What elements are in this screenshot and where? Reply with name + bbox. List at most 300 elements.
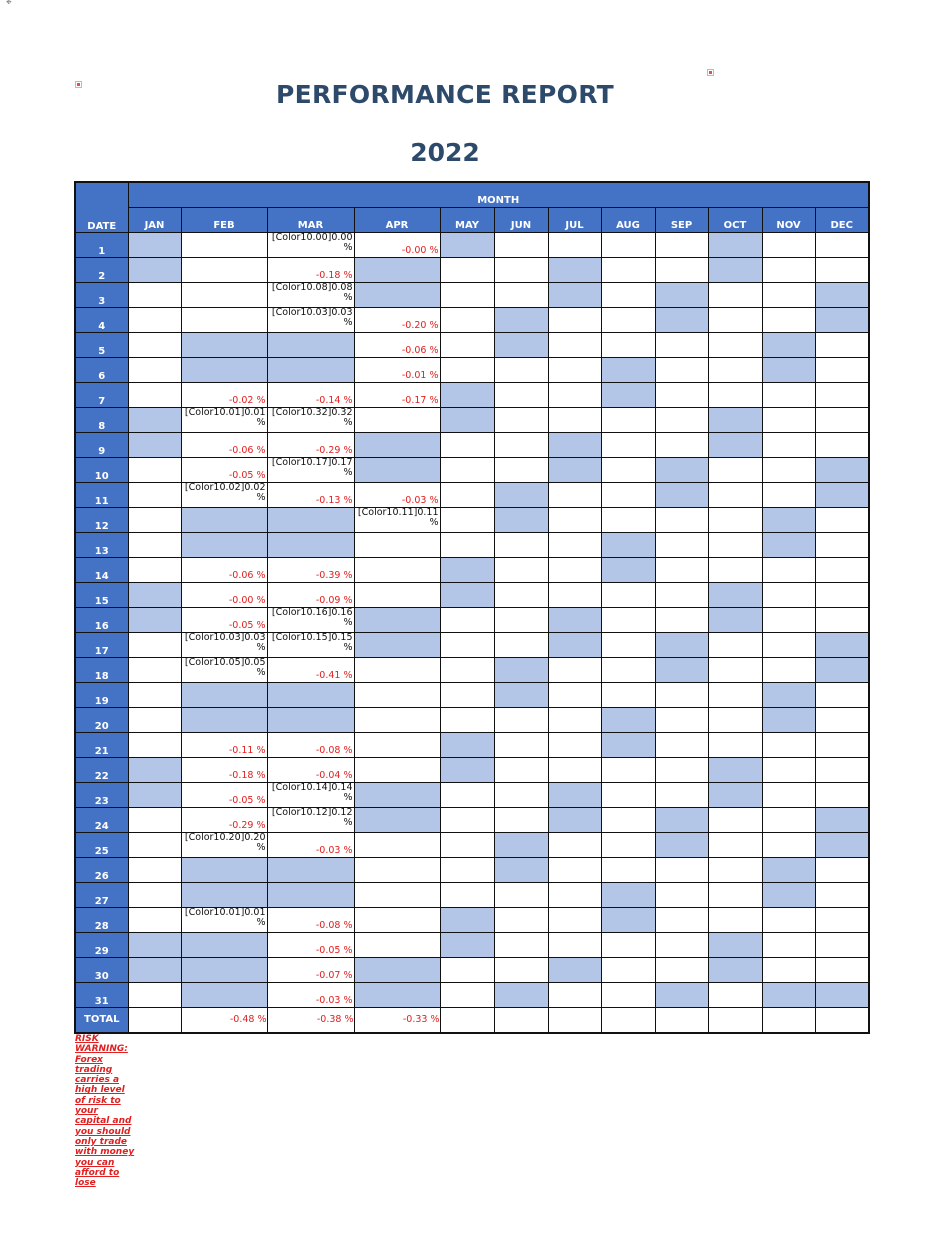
- day-cell: [267, 682, 354, 707]
- day-cell: [762, 332, 815, 357]
- cell-value: -0.06 %: [228, 444, 266, 456]
- day-cell: [655, 707, 708, 732]
- day-cell: [440, 907, 494, 932]
- table-row: [75, 882, 869, 907]
- day-cell: [708, 832, 762, 857]
- day-cell: [494, 982, 548, 1007]
- day-cell: [762, 507, 815, 532]
- cell-value: [Color10.03]0.03 %: [184, 632, 266, 653]
- day-cell: [708, 382, 762, 407]
- day-cell: [708, 257, 762, 282]
- day-cell: [267, 432, 354, 457]
- day-cell: [440, 407, 494, 432]
- day-cell: [494, 382, 548, 407]
- day-cell: [655, 407, 708, 432]
- day-cell: [601, 432, 655, 457]
- day-cell: [440, 557, 494, 582]
- day-cell: [655, 607, 708, 632]
- day-cell: [440, 832, 494, 857]
- date-cell: 10: [75, 457, 128, 482]
- day-cell: [548, 382, 601, 407]
- day-cell: [494, 832, 548, 857]
- day-cell: [815, 907, 869, 932]
- day-cell: [181, 282, 267, 307]
- total-cell: [548, 1007, 601, 1033]
- day-cell: [762, 432, 815, 457]
- table-row: [75, 257, 869, 282]
- day-cell: [440, 632, 494, 657]
- total-cell: [601, 1007, 655, 1033]
- cell-value: [Color10.32]0.32 %: [271, 407, 353, 428]
- day-cell: [354, 907, 440, 932]
- day-cell: [494, 632, 548, 657]
- day-cell: [708, 307, 762, 332]
- day-cell: [708, 857, 762, 882]
- day-cell: [128, 307, 181, 332]
- day-cell: [815, 482, 869, 507]
- day-cell: [181, 832, 267, 857]
- day-cell: [128, 732, 181, 757]
- day-cell: [655, 732, 708, 757]
- day-cell: [267, 232, 354, 257]
- day-cell: [708, 457, 762, 482]
- day-cell: [708, 882, 762, 907]
- day-cell: [815, 257, 869, 282]
- day-cell: [601, 357, 655, 382]
- day-cell: [440, 732, 494, 757]
- day-cell: [494, 907, 548, 932]
- day-cell: [601, 632, 655, 657]
- day-cell: [762, 582, 815, 607]
- cell-value: [Color10.20]0.20 %: [184, 832, 266, 853]
- month-col-jan: JAN: [128, 207, 181, 232]
- day-cell: [267, 607, 354, 632]
- day-cell: [128, 807, 181, 832]
- day-cell: [128, 332, 181, 357]
- day-cell: [440, 857, 494, 882]
- day-cell: [267, 782, 354, 807]
- date-cell: 27: [75, 882, 128, 907]
- day-cell: [548, 857, 601, 882]
- day-cell: [815, 282, 869, 307]
- month-col-mar: MAR: [267, 207, 354, 232]
- day-cell: [267, 732, 354, 757]
- day-cell: [354, 507, 440, 532]
- day-cell: [601, 582, 655, 607]
- total-label: TOTAL: [75, 1007, 128, 1033]
- day-cell: [128, 557, 181, 582]
- day-cell: [354, 457, 440, 482]
- day-cell: [128, 707, 181, 732]
- day-cell: [354, 707, 440, 732]
- table-row: [75, 482, 869, 507]
- day-cell: [655, 457, 708, 482]
- day-cell: [655, 257, 708, 282]
- day-cell: [762, 607, 815, 632]
- day-cell: [128, 507, 181, 532]
- cell-value: -0.08 %: [315, 744, 353, 756]
- day-cell: [440, 257, 494, 282]
- day-cell: [708, 682, 762, 707]
- date-cell: 5: [75, 332, 128, 357]
- month-col-jun: JUN: [494, 207, 548, 232]
- table-row: [75, 457, 869, 482]
- day-cell: [655, 857, 708, 882]
- day-cell: [548, 232, 601, 257]
- day-cell: [762, 732, 815, 757]
- date-cell: 9: [75, 432, 128, 457]
- date-cell: 4: [75, 307, 128, 332]
- day-cell: [354, 307, 440, 332]
- day-cell: [708, 557, 762, 582]
- day-cell: [128, 232, 181, 257]
- day-cell: [655, 582, 708, 607]
- month-header: MONTH: [128, 182, 869, 207]
- day-cell: [601, 657, 655, 682]
- day-cell: [354, 682, 440, 707]
- day-cell: [601, 332, 655, 357]
- table-row: [75, 632, 869, 657]
- day-cell: [548, 632, 601, 657]
- date-cell: 11: [75, 482, 128, 507]
- day-cell: [354, 332, 440, 357]
- day-cell: [128, 757, 181, 782]
- day-cell: [548, 432, 601, 457]
- day-cell: [181, 307, 267, 332]
- performance-table: [74, 181, 870, 1034]
- day-cell: [708, 932, 762, 957]
- date-cell: 2: [75, 257, 128, 282]
- table-row: [75, 657, 869, 682]
- day-cell: [815, 957, 869, 982]
- table-row: [75, 582, 869, 607]
- date-cell: 21: [75, 732, 128, 757]
- day-cell: [494, 957, 548, 982]
- day-cell: [128, 457, 181, 482]
- day-cell: [440, 457, 494, 482]
- day-cell: [494, 557, 548, 582]
- day-cell: [181, 382, 267, 407]
- table-row: [75, 432, 869, 457]
- table-row: [75, 957, 869, 982]
- month-col-nov: NOV: [762, 207, 815, 232]
- day-cell: [354, 657, 440, 682]
- day-cell: [181, 482, 267, 507]
- day-cell: [601, 757, 655, 782]
- day-cell: [128, 682, 181, 707]
- day-cell: [655, 357, 708, 382]
- day-cell: [494, 707, 548, 732]
- day-cell: [601, 507, 655, 532]
- day-cell: [548, 457, 601, 482]
- cell-value: -0.13 %: [315, 494, 353, 506]
- day-cell: [267, 407, 354, 432]
- day-cell: [601, 957, 655, 982]
- month-col-sep: SEP: [655, 207, 708, 232]
- day-cell: [440, 782, 494, 807]
- day-cell: [128, 982, 181, 1007]
- day-cell: [815, 507, 869, 532]
- day-cell: [494, 457, 548, 482]
- day-cell: [815, 307, 869, 332]
- cell-value: -0.17 %: [401, 394, 439, 406]
- cell-value: [Color10.15]0.15 %: [271, 632, 353, 653]
- day-cell: [494, 307, 548, 332]
- day-cell: [181, 782, 267, 807]
- cell-value: -0.29 %: [228, 819, 266, 831]
- day-cell: [655, 757, 708, 782]
- day-cell: [267, 707, 354, 732]
- day-cell: [708, 907, 762, 932]
- day-cell: [494, 807, 548, 832]
- day-cell: [655, 307, 708, 332]
- day-cell: [267, 482, 354, 507]
- day-cell: [815, 932, 869, 957]
- cell-value: -0.18 %: [315, 269, 353, 281]
- day-cell: [601, 382, 655, 407]
- cell-value: -0.00 %: [401, 244, 439, 256]
- day-cell: [655, 832, 708, 857]
- day-cell: [181, 532, 267, 557]
- day-cell: [762, 407, 815, 432]
- day-cell: [601, 407, 655, 432]
- risk-warning[interactable]: RISK WARNING: Forex trading carries a high level of risk to your capital and you should only trade with money you can afford to lose: [75, 1034, 135, 1189]
- day-cell: [548, 357, 601, 382]
- date-cell: 17: [75, 632, 128, 657]
- day-cell: [815, 782, 869, 807]
- table-row: [75, 907, 869, 932]
- day-cell: [548, 307, 601, 332]
- date-cell: 26: [75, 857, 128, 882]
- day-cell: [181, 332, 267, 357]
- broken-image-icon: [707, 69, 714, 76]
- cell-value: -0.29 %: [315, 444, 353, 456]
- day-cell: [354, 282, 440, 307]
- table-row: [75, 832, 869, 857]
- day-cell: [354, 807, 440, 832]
- cell-value: -0.05 %: [228, 469, 266, 481]
- day-cell: [354, 357, 440, 382]
- day-cell: [354, 232, 440, 257]
- cell-value: -0.11 %: [228, 744, 266, 756]
- day-cell: [440, 582, 494, 607]
- day-cell: [440, 932, 494, 957]
- date-cell: 25: [75, 832, 128, 857]
- day-cell: [128, 882, 181, 907]
- day-cell: [494, 732, 548, 757]
- day-cell: [128, 257, 181, 282]
- day-cell: [601, 907, 655, 932]
- day-cell: [601, 932, 655, 957]
- month-col-apr: APR: [354, 207, 440, 232]
- cell-value: -0.03 %: [315, 844, 353, 856]
- cell-value: -0.07 %: [315, 969, 353, 981]
- day-cell: [440, 307, 494, 332]
- day-cell: [762, 232, 815, 257]
- day-cell: [181, 582, 267, 607]
- day-cell: [181, 857, 267, 882]
- day-cell: [440, 682, 494, 707]
- day-cell: [440, 707, 494, 732]
- month-col-may: MAY: [440, 207, 494, 232]
- day-cell: [708, 482, 762, 507]
- table-row: [75, 307, 869, 332]
- day-cell: [548, 257, 601, 282]
- table-row: [75, 757, 869, 782]
- day-cell: [815, 982, 869, 1007]
- day-cell: [762, 682, 815, 707]
- day-cell: [601, 607, 655, 632]
- day-cell: [708, 532, 762, 557]
- month-col-oct: OCT: [708, 207, 762, 232]
- day-cell: [815, 657, 869, 682]
- day-cell: [440, 507, 494, 532]
- day-cell: [815, 332, 869, 357]
- table-row: [75, 707, 869, 732]
- day-cell: [762, 282, 815, 307]
- report-year: 2022: [410, 138, 480, 167]
- month-col-aug: AUG: [601, 207, 655, 232]
- table-row: [75, 282, 869, 307]
- day-cell: [601, 807, 655, 832]
- day-cell: [440, 657, 494, 682]
- table-row: [75, 407, 869, 432]
- day-cell: [267, 807, 354, 832]
- day-cell: [601, 532, 655, 557]
- total-cell: -0.48 %: [181, 1007, 267, 1033]
- day-cell: [762, 857, 815, 882]
- day-cell: [128, 382, 181, 407]
- date-header: DATE: [75, 182, 128, 232]
- day-cell: [815, 607, 869, 632]
- cell-value: -0.03 %: [401, 494, 439, 506]
- day-cell: [655, 232, 708, 257]
- date-cell: 13: [75, 532, 128, 557]
- date-cell: 8: [75, 407, 128, 432]
- day-cell: [815, 632, 869, 657]
- day-cell: [267, 982, 354, 1007]
- day-cell: [762, 807, 815, 832]
- day-cell: [762, 632, 815, 657]
- cell-value: [Color10.14]0.14 %: [271, 782, 353, 803]
- day-cell: [815, 732, 869, 757]
- day-cell: [708, 232, 762, 257]
- date-cell: 29: [75, 932, 128, 957]
- day-cell: [267, 757, 354, 782]
- day-cell: [128, 657, 181, 682]
- day-cell: [267, 307, 354, 332]
- day-cell: [267, 457, 354, 482]
- table-row: [75, 557, 869, 582]
- date-cell: 19: [75, 682, 128, 707]
- cell-value: -0.05 %: [228, 794, 266, 806]
- day-cell: [181, 357, 267, 382]
- day-cell: [655, 482, 708, 507]
- day-cell: [708, 757, 762, 782]
- day-cell: [655, 982, 708, 1007]
- day-cell: [548, 657, 601, 682]
- table-row: [75, 232, 869, 257]
- day-cell: [762, 557, 815, 582]
- day-cell: [655, 632, 708, 657]
- day-cell: [354, 257, 440, 282]
- day-cell: [815, 557, 869, 582]
- date-cell: 15: [75, 582, 128, 607]
- cell-value: [Color10.11]0.11 %: [357, 507, 439, 528]
- day-cell: [181, 732, 267, 757]
- cell-value: -0.04 %: [315, 769, 353, 781]
- date-cell: 23: [75, 782, 128, 807]
- day-cell: [548, 932, 601, 957]
- day-cell: [655, 957, 708, 982]
- table-row: [75, 607, 869, 632]
- day-cell: [548, 907, 601, 932]
- day-cell: [440, 357, 494, 382]
- day-cell: [655, 557, 708, 582]
- total-row: [75, 1007, 869, 1033]
- table-row: [75, 332, 869, 357]
- report-title: PERFORMANCE REPORT: [276, 80, 614, 109]
- day-cell: [762, 932, 815, 957]
- day-cell: [267, 507, 354, 532]
- day-cell: [655, 807, 708, 832]
- day-cell: [601, 232, 655, 257]
- day-cell: [655, 532, 708, 557]
- day-cell: [815, 357, 869, 382]
- day-cell: [601, 282, 655, 307]
- day-cell: [354, 732, 440, 757]
- table-row: [75, 982, 869, 1007]
- day-cell: [548, 707, 601, 732]
- day-cell: [815, 582, 869, 607]
- date-cell: 31: [75, 982, 128, 1007]
- date-cell: 24: [75, 807, 128, 832]
- cell-value: -0.03 %: [315, 994, 353, 1006]
- day-cell: [440, 282, 494, 307]
- cell-value: -0.09 %: [315, 594, 353, 606]
- date-cell: 12: [75, 507, 128, 532]
- day-cell: [128, 857, 181, 882]
- day-cell: [267, 532, 354, 557]
- day-cell: [548, 782, 601, 807]
- day-cell: [354, 632, 440, 657]
- day-cell: [601, 707, 655, 732]
- day-cell: [655, 882, 708, 907]
- day-cell: [762, 357, 815, 382]
- cell-value: [Color10.00]0.00 %: [271, 232, 353, 253]
- day-cell: [815, 457, 869, 482]
- day-cell: [354, 857, 440, 882]
- day-cell: [128, 782, 181, 807]
- day-cell: [815, 707, 869, 732]
- day-cell: [815, 382, 869, 407]
- day-cell: [494, 682, 548, 707]
- day-cell: [440, 532, 494, 557]
- total-cell: [708, 1007, 762, 1033]
- day-cell: [354, 407, 440, 432]
- day-cell: [762, 482, 815, 507]
- cell-value: [Color10.17]0.17 %: [271, 457, 353, 478]
- day-cell: [440, 482, 494, 507]
- day-cell: [267, 957, 354, 982]
- day-cell: [128, 432, 181, 457]
- day-cell: [708, 357, 762, 382]
- day-cell: [548, 582, 601, 607]
- day-cell: [181, 507, 267, 532]
- date-cell: 22: [75, 757, 128, 782]
- date-cell: 3: [75, 282, 128, 307]
- month-col-feb: FEB: [181, 207, 267, 232]
